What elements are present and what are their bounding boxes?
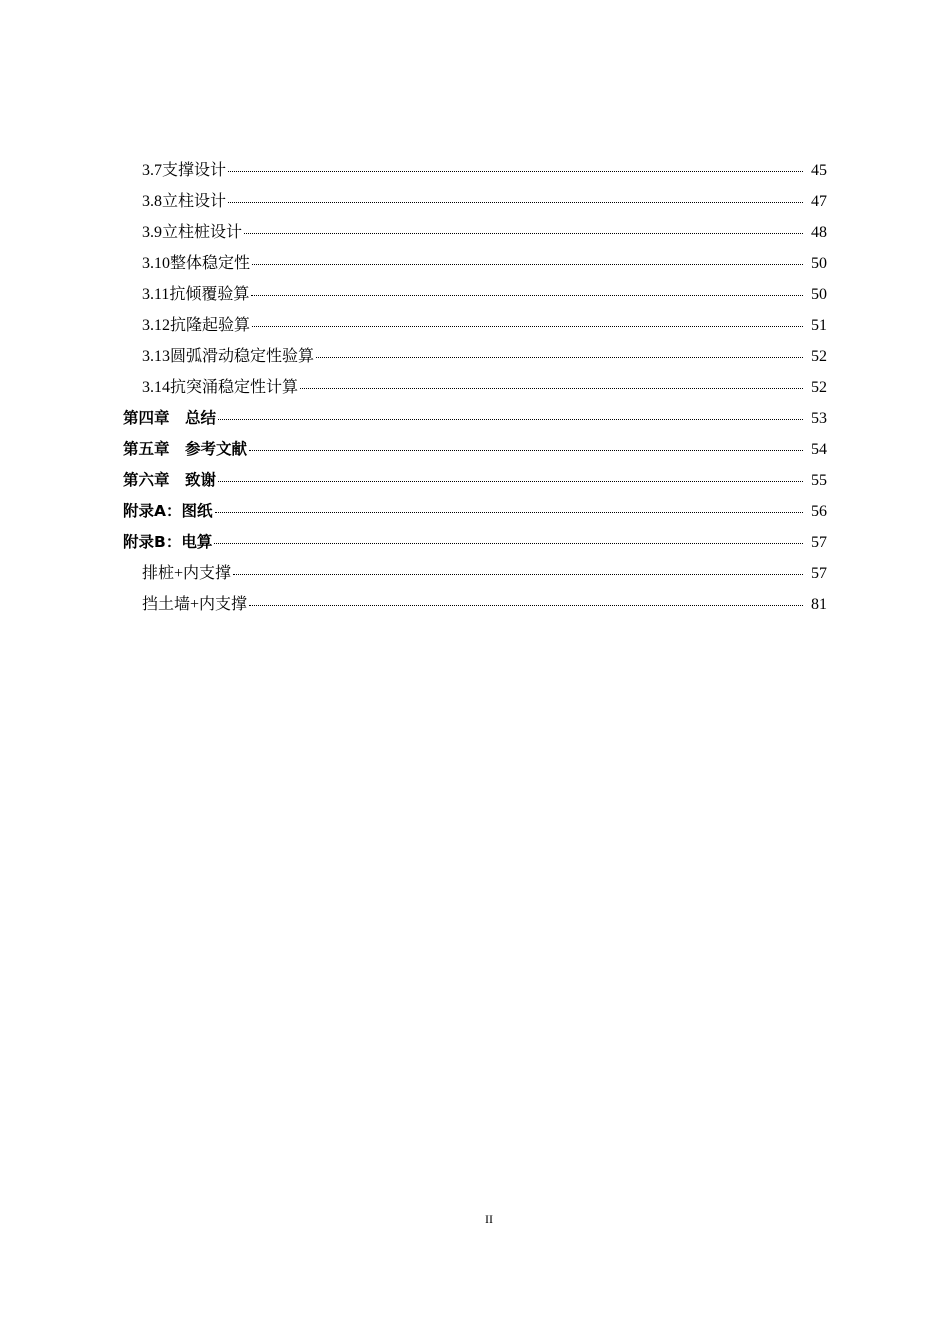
toc-entry-title: 第四章 总结 bbox=[123, 409, 217, 427]
toc-entry-title: 第六章 致谢 bbox=[123, 471, 217, 489]
toc-entry-title: 附录B：电算 bbox=[123, 533, 213, 551]
toc-entry-page: 50 bbox=[811, 255, 827, 272]
toc-leader-dots bbox=[252, 244, 803, 265]
toc-leader-dots bbox=[249, 430, 803, 451]
toc-entry-appendix-b[interactable] bbox=[0, 526, 950, 557]
toc-leader-dots bbox=[249, 585, 803, 606]
toc-entry-page: 50 bbox=[811, 286, 827, 303]
toc-entry-3-11[interactable] bbox=[0, 278, 950, 309]
toc-entry-chapter-5[interactable] bbox=[0, 433, 950, 464]
toc-leader-dots bbox=[300, 368, 803, 389]
toc-entry-page: 56 bbox=[811, 503, 827, 520]
toc-entry-page: 81 bbox=[811, 596, 827, 613]
toc-entry-title: 排桩+内支撑 bbox=[142, 565, 232, 582]
toc-entry-title: 3.13圆弧滑动稳定性验算 bbox=[142, 348, 315, 365]
toc-entry-page: 57 bbox=[811, 565, 827, 582]
toc-entry-page: 48 bbox=[811, 224, 827, 241]
toc-entry-3-7[interactable] bbox=[0, 154, 950, 185]
toc-entry-3-14[interactable] bbox=[0, 371, 950, 402]
toc-leader-dots bbox=[215, 492, 804, 513]
toc-entry-3-9[interactable] bbox=[0, 216, 950, 247]
toc-leader-dots bbox=[228, 151, 803, 172]
toc-entry-page: 54 bbox=[811, 441, 827, 458]
toc-leader-dots bbox=[244, 213, 803, 234]
toc-entry-title: 3.9立柱桩设计 bbox=[142, 224, 243, 241]
toc-entry-3-8[interactable] bbox=[0, 185, 950, 216]
toc-entry-page: 51 bbox=[811, 317, 827, 334]
toc-entry-title: 3.14抗突涌稳定性计算 bbox=[142, 379, 299, 396]
toc-leader-dots bbox=[251, 275, 803, 296]
toc-entry-page: 53 bbox=[811, 410, 827, 427]
toc-entry-page: 55 bbox=[811, 472, 827, 489]
page-number: II bbox=[485, 1212, 493, 1226]
toc-entry-page: 45 bbox=[811, 162, 827, 179]
toc-entry-title: 3.12抗隆起验算 bbox=[142, 317, 251, 334]
toc-entry-3-13[interactable] bbox=[0, 340, 950, 371]
toc-entry-wall-support[interactable] bbox=[0, 588, 950, 619]
toc-leader-dots bbox=[218, 399, 803, 420]
toc-entry-title: 挡土墙+内支撑 bbox=[142, 596, 248, 613]
toc-entry-title: 3.11抗倾覆验算 bbox=[142, 286, 250, 303]
toc-entry-3-10[interactable] bbox=[0, 247, 950, 278]
toc-leader-dots bbox=[214, 523, 803, 544]
toc-entry-pile-support[interactable] bbox=[0, 557, 950, 588]
toc-entry-title: 3.7支撑设计 bbox=[142, 162, 227, 179]
toc-entry-appendix-a[interactable] bbox=[0, 495, 950, 526]
toc-entry-title: 第五章 参考文献 bbox=[123, 440, 248, 458]
toc-entry-title: 附录A：图纸 bbox=[123, 502, 213, 520]
toc-entry-page: 52 bbox=[811, 348, 827, 365]
toc-entry-chapter-6[interactable] bbox=[0, 464, 950, 495]
toc-entry-3-12[interactable] bbox=[0, 309, 950, 340]
toc-entry-page: 57 bbox=[811, 534, 827, 551]
toc-entry-title: 3.10整体稳定性 bbox=[142, 255, 251, 272]
table-of-contents bbox=[0, 154, 950, 619]
toc-leader-dots bbox=[316, 337, 803, 358]
toc-entry-title: 3.8立柱设计 bbox=[142, 193, 227, 210]
toc-leader-dots bbox=[218, 461, 803, 482]
toc-entry-chapter-4[interactable] bbox=[0, 402, 950, 433]
toc-leader-dots bbox=[233, 554, 803, 575]
toc-leader-dots bbox=[252, 306, 803, 327]
toc-entry-page: 52 bbox=[811, 379, 827, 396]
toc-entry-page: 47 bbox=[811, 193, 827, 210]
toc-leader-dots bbox=[228, 182, 803, 203]
